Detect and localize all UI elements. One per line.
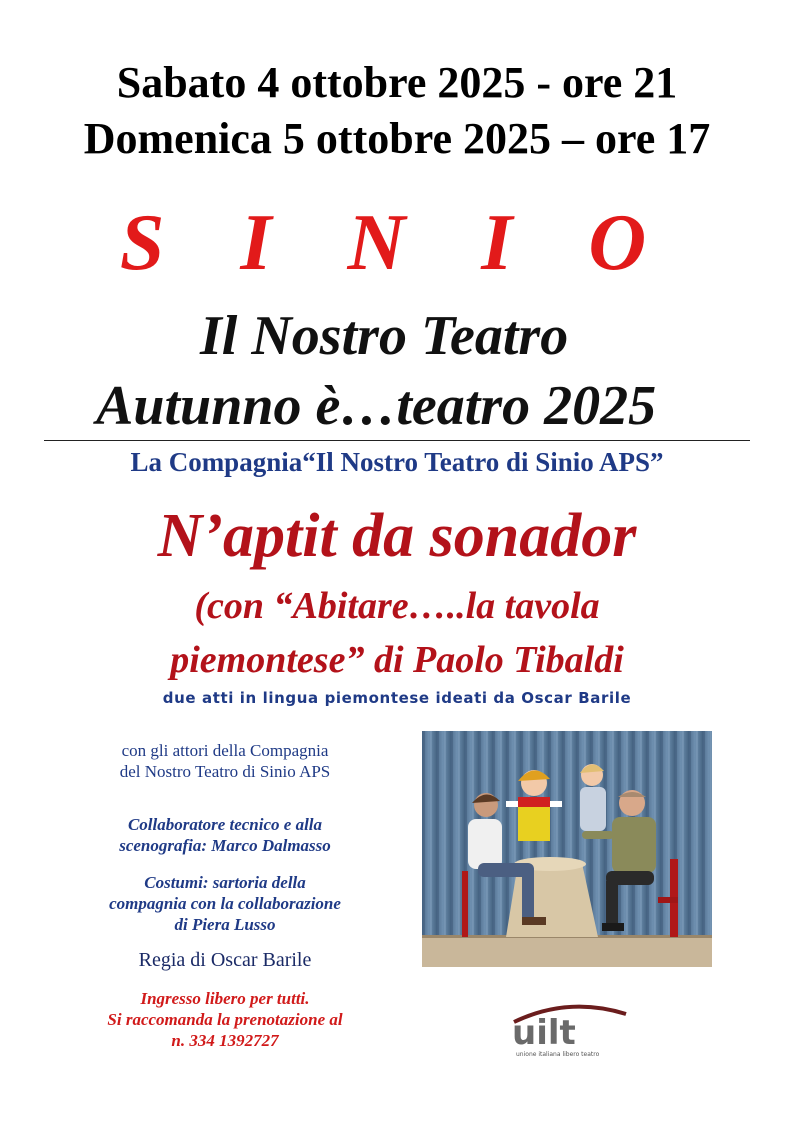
season-name: Autunno è…teatro 2025 [96, 375, 657, 437]
theatre-name: Il Nostro Teatro [200, 305, 569, 367]
divider-line [44, 440, 750, 441]
play-description: due atti in lingua piemontese ideati da Oscar Barile [162, 689, 632, 707]
entry-info-line: n. 334 1392727 [171, 1031, 279, 1050]
credits-actors-line: del Nostro Teatro di Sinio APS [119, 762, 331, 781]
entry-info-line: Si raccomanda la prenotazione al [107, 1010, 343, 1029]
play-subtitle-line-1: (con “Abitare…..la tavola [194, 585, 600, 627]
logo-caption: unione italiana libero teatro [516, 1051, 600, 1058]
entry-info [40, 988, 410, 1051]
town-name: S I N I O [119, 199, 675, 287]
credits-costumes [40, 872, 410, 935]
stage-photo [422, 731, 712, 967]
date-saturday: Sabato 4 ottobre 2025 - ore 21 [116, 58, 678, 107]
credits-actors-line: con gli attori della Compagnia [121, 741, 329, 760]
date-sunday: Domenica 5 ottobre 2025 – ore 17 [83, 114, 711, 163]
credits-technical [40, 814, 410, 856]
play-title: N’aptit da sonador [157, 502, 637, 570]
credits-technical-line: Collaboratore tecnico e alla [127, 815, 323, 834]
uilt-logo [508, 1000, 634, 1060]
credits-director: Regia di Oscar Barile [138, 949, 312, 971]
credits-costumes-line: Costumi: sartoria della [144, 873, 306, 892]
play-subtitle-line-2: piemontese” di Paolo Tibaldi [170, 639, 624, 681]
credits-costumes-line: di Piera Lusso [174, 915, 276, 934]
entry-info-line: Ingresso libero per tutti. [140, 989, 310, 1008]
credits-actors [40, 740, 410, 782]
company-name: La Compagnia“Il Nostro Teatro di Sinio APS” [130, 447, 664, 477]
credits-costumes-line: compagnia con la collaborazione [109, 894, 341, 913]
logo-letters: uilt [512, 1013, 576, 1053]
credits-technical-line: scenografia: Marco Dalmasso [119, 836, 331, 855]
